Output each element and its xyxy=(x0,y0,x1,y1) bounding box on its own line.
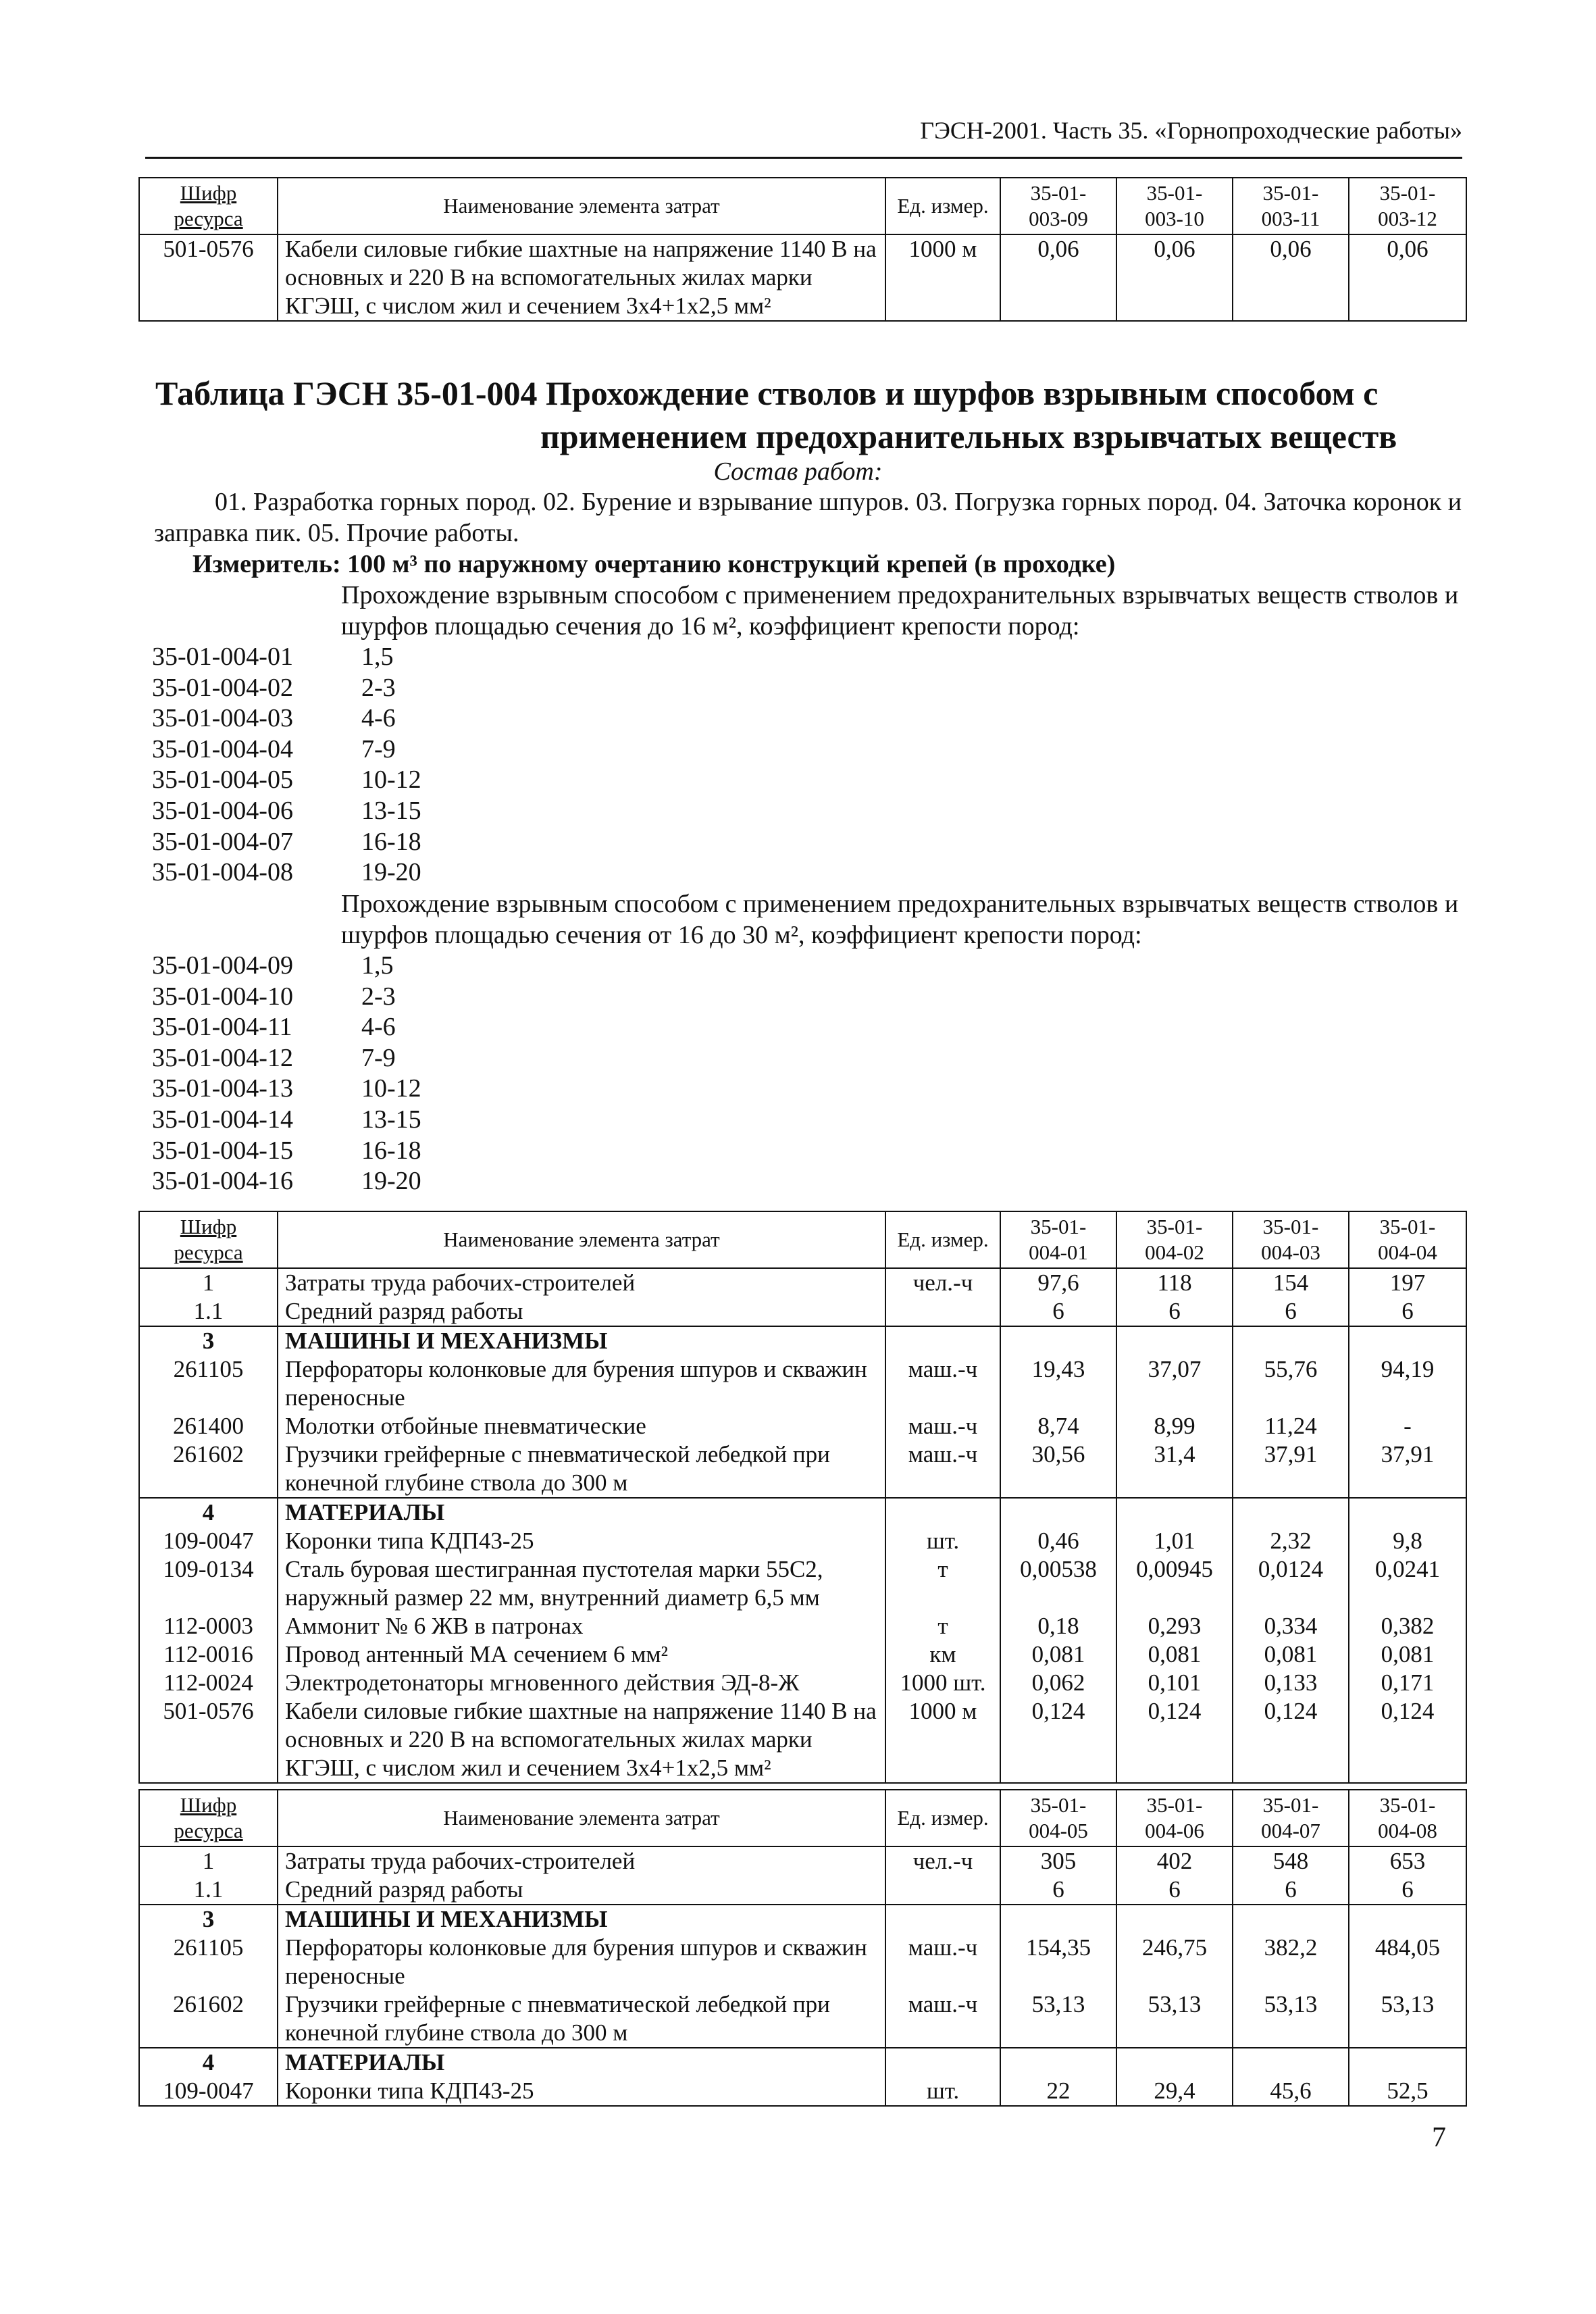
table-row xyxy=(139,1268,1466,1297)
hardness-coefficient: 7-9 xyxy=(361,734,396,763)
header-norm-4: 35-01- 003-12 xyxy=(1349,178,1466,234)
cost-element-name: МАТЕРИАЛЫ xyxy=(278,1498,885,1527)
code-list-item xyxy=(152,734,421,765)
norm-value: 0,171 xyxy=(1349,1669,1466,1697)
norm-value xyxy=(1000,1498,1116,1527)
unit xyxy=(885,1297,1000,1326)
header-norm-2: 35-01- 003-10 xyxy=(1116,178,1233,234)
norm-value: 97,6 xyxy=(1000,1268,1116,1297)
header-unit: Ед. измер. xyxy=(885,1790,1000,1846)
norm-value: 8,99 xyxy=(1116,1412,1233,1440)
norm-value: 0,334 xyxy=(1233,1612,1349,1640)
norm-value xyxy=(1116,2048,1233,2077)
norm-value: 6 xyxy=(1116,1876,1233,1905)
table-row xyxy=(139,1498,1466,1527)
resource-code: 261105 xyxy=(139,1934,278,1990)
cost-element-name: Молотки отбойные пневматические xyxy=(278,1412,885,1440)
norm-code: 35-01-004-04 xyxy=(152,734,293,763)
norm-value: 197 xyxy=(1349,1268,1466,1297)
cost-element-name: Коронки типа КДП43-25 xyxy=(278,2077,885,2106)
cost-element-name: Средний разряд работы xyxy=(278,1876,885,1905)
header-norm-3: 35-01- 004-03 xyxy=(1233,1211,1349,1268)
unit: маш.-ч xyxy=(885,1990,1000,2048)
norm-value: 11,24 xyxy=(1233,1412,1349,1440)
cost-element-name: Электродетонаторы мгновенного действия ЭД-8-Ж xyxy=(278,1669,885,1697)
hardness-coefficient: 4-6 xyxy=(361,704,396,733)
unit: т xyxy=(885,1612,1000,1640)
code-list-item xyxy=(152,857,421,888)
norm-code: 35-01-004-12 xyxy=(152,1043,293,1072)
cost-element-name: Коронки типа КДП43-25 xyxy=(278,1527,885,1555)
norm-value: 653 xyxy=(1349,1846,1466,1876)
norm-value: 0,133 xyxy=(1233,1669,1349,1697)
table-header-row xyxy=(139,178,1466,234)
header-code xyxy=(139,178,278,234)
norm-value: 0,382 xyxy=(1349,1612,1466,1640)
norm-value: 0,0124 xyxy=(1233,1555,1349,1612)
norm-value: 154,35 xyxy=(1000,1934,1116,1990)
cost-element-name: Грузчики грейферные с пневматической лебедкой при конечной глубине ствола до 300 м xyxy=(278,1990,885,2048)
group2-code-list xyxy=(152,951,421,1197)
code-list-item xyxy=(152,796,421,827)
norm-value: 484,05 xyxy=(1349,1934,1466,1990)
hardness-coefficient: 10-12 xyxy=(361,1074,421,1103)
cost-table-2 xyxy=(138,1789,1467,2107)
hardness-coefficient: 16-18 xyxy=(361,827,421,856)
norm-value: 6 xyxy=(1000,1876,1116,1905)
code-list-item xyxy=(152,1043,421,1074)
unit xyxy=(885,1876,1000,1905)
norm-value xyxy=(1116,1498,1233,1527)
table-row xyxy=(139,1905,1466,1934)
hardness-coefficient: 16-18 xyxy=(361,1136,421,1165)
composition-text: 01. Разработка горных пород. 02. Бурение и взрывание шпуров. 03. Погрузка горных пород. 04. Заточка коронок и заправка пик. 05. Прочие работы. xyxy=(154,488,1462,547)
norm-value: 94,19 xyxy=(1349,1355,1466,1412)
section-title-line-1: Таблица ГЭСН 35-01-004 Прохождение стволов и шурфов взрывным способом с xyxy=(155,374,1379,412)
unit: маш.-ч xyxy=(885,1412,1000,1440)
norm-value: 6 xyxy=(1349,1876,1466,1905)
header-norm-3: 35-01- 004-07 xyxy=(1233,1790,1349,1846)
norm-value: 45,6 xyxy=(1233,2077,1349,2106)
norm-value xyxy=(1000,2048,1116,2077)
norm-value: 53,13 xyxy=(1116,1990,1233,2048)
norm-value: 118 xyxy=(1116,1268,1233,1297)
norm-value: 31,4 xyxy=(1116,1440,1233,1498)
norm-value: 53,13 xyxy=(1233,1990,1349,2048)
norm-code: 35-01-004-01 xyxy=(152,643,293,671)
hardness-coefficient: 1,5 xyxy=(361,951,394,980)
norm-code: 35-01-004-05 xyxy=(152,765,293,795)
norm-value: 53,13 xyxy=(1000,1990,1116,2048)
running-title: ГЭСН-2001. Часть 35. «Горнопроходческие работы» xyxy=(920,117,1462,144)
norm-value: 1,01 xyxy=(1116,1527,1233,1555)
resource-code: 112-0003 xyxy=(139,1612,278,1640)
table-row xyxy=(139,1990,1466,2048)
table-row xyxy=(139,1697,1466,1783)
norm-value: 0,0241 xyxy=(1349,1555,1466,1612)
resource-code: 109-0047 xyxy=(139,1527,278,1555)
norm-value xyxy=(1233,1905,1349,1934)
section-title xyxy=(155,372,1466,458)
cost-element-name: Кабели силовые гибкие шахтные на напряжение 1140 В на основных и 220 В на вспомогательных жилах марки КГЭШ, с числом жил и сечением 3х4+1х2,5 мм² xyxy=(278,1697,885,1783)
unit: маш.-ч xyxy=(885,1934,1000,1990)
table-row xyxy=(139,1297,1466,1326)
norm-value: 0,124 xyxy=(1233,1697,1349,1783)
norm-value: 548 xyxy=(1233,1846,1349,1876)
norm-value: 0,062 xyxy=(1000,1669,1116,1697)
norm-code: 35-01-004-02 xyxy=(152,673,293,702)
norm-value xyxy=(1233,1326,1349,1355)
table-row xyxy=(139,1640,1466,1669)
code-list-item xyxy=(152,1074,421,1105)
norm-code: 35-01-004-15 xyxy=(152,1136,293,1165)
norm-code: 35-01-004-14 xyxy=(152,1105,293,1134)
resource-code: 261602 xyxy=(139,1440,278,1498)
table-row xyxy=(139,1355,1466,1412)
resource-code: 3 xyxy=(139,1905,278,1934)
norm-value: 0,00538 xyxy=(1000,1555,1116,1612)
unit: км xyxy=(885,1640,1000,1669)
norm-code: 35-01-004-16 xyxy=(152,1167,293,1196)
page-number: 7 xyxy=(1432,2122,1446,2153)
header-name: Наименование элемента затрат xyxy=(278,1790,885,1846)
norm-code: 35-01-004-13 xyxy=(152,1074,293,1103)
hardness-coefficient: 19-20 xyxy=(361,858,421,887)
table-row xyxy=(139,1934,1466,1990)
code-list-item xyxy=(152,1012,421,1043)
norm-value: 0,101 xyxy=(1116,1669,1233,1697)
norm-value: 0,00945 xyxy=(1116,1555,1233,1612)
norm-value: 0,46 xyxy=(1000,1527,1116,1555)
group2-description: Прохождение взрывным способом с применением предохранительных взрывчатых веществ стволов и шурфов площадью сечения от 16 до 30 м², коэффициент крепости пород: xyxy=(341,890,1459,949)
group1-description: Прохождение взрывным способом с применением предохранительных взрывчатых веществ стволов и шурфов площадью сечения до 16 м², коэффициент крепости пород: xyxy=(341,581,1459,640)
resource-code: 1.1 xyxy=(139,1297,278,1326)
norm-code: 35-01-004-07 xyxy=(152,827,293,856)
norm-value xyxy=(1349,1905,1466,1934)
header-norm-2: 35-01- 004-02 xyxy=(1116,1211,1233,1268)
norm-value: 0,124 xyxy=(1116,1697,1233,1783)
section-title-line-2: применением предохранительных взрывчатых веществ xyxy=(540,418,1397,455)
header-norm-2: 35-01- 004-06 xyxy=(1116,1790,1233,1846)
norm-value: 53,13 xyxy=(1349,1990,1466,2048)
unit: чел.-ч xyxy=(885,1846,1000,1876)
cost-element-name: Сталь буровая шестигранная пустотелая марки 55С2, наружный размер 22 мм, внутренний диаметр 6,5 мм xyxy=(278,1555,885,1612)
norm-value xyxy=(1349,2048,1466,2077)
code-list-item xyxy=(152,1166,421,1197)
cost-element-name: Затраты труда рабочих-строителей xyxy=(278,1268,885,1297)
resource-code: 261105 xyxy=(139,1355,278,1412)
resource-code: 261400 xyxy=(139,1412,278,1440)
norm-value: 154 xyxy=(1233,1268,1349,1297)
norm-code: 35-01-004-08 xyxy=(152,858,293,887)
unit: 1000 м xyxy=(885,1697,1000,1783)
norm-code: 35-01-004-06 xyxy=(152,796,293,825)
hardness-coefficient: 13-15 xyxy=(361,796,421,825)
table-row xyxy=(139,1527,1466,1555)
cost-element-name: МАШИНЫ И МЕХАНИЗМЫ xyxy=(278,1905,885,1934)
norm-value xyxy=(1116,1326,1233,1355)
resource-code: 4 xyxy=(139,1498,278,1527)
norm-value xyxy=(1349,1498,1466,1527)
header-name: Наименование элемента затрат xyxy=(278,1211,885,1268)
code-list-item xyxy=(152,765,421,796)
norm-value xyxy=(1000,1326,1116,1355)
unit: 1000 шт. xyxy=(885,1669,1000,1697)
hardness-coefficient: 2-3 xyxy=(361,982,396,1011)
resource-code: 112-0016 xyxy=(139,1640,278,1669)
norm-value: 30,56 xyxy=(1000,1440,1116,1498)
header-unit: Ед. измер. xyxy=(885,1211,1000,1268)
hardness-coefficient: 7-9 xyxy=(361,1043,396,1072)
unit xyxy=(885,1905,1000,1934)
norm-value: 0,18 xyxy=(1000,1612,1116,1640)
unit: маш.-ч xyxy=(885,1355,1000,1412)
header-code xyxy=(139,1790,278,1846)
code-list-item xyxy=(152,951,421,982)
unit: т xyxy=(885,1555,1000,1612)
norm-value: 402 xyxy=(1116,1846,1233,1876)
norm-value: 6 xyxy=(1000,1297,1116,1326)
code-list-item xyxy=(152,1136,421,1167)
table-header-row xyxy=(139,1790,1466,1846)
norm-value: 52,5 xyxy=(1349,2077,1466,2106)
table-row xyxy=(139,2077,1466,2106)
cost-element-name: Перфораторы колонковые для бурения шпуров и скважин переносные xyxy=(278,1355,885,1412)
cost-element-name: Грузчики грейферные с пневматической лебедкой при конечной глубине ствола до 300 м xyxy=(278,1440,885,1498)
composition-title: Состав работ: xyxy=(713,457,883,486)
header-norm-1: 35-01- 004-01 xyxy=(1000,1211,1116,1268)
header-code-label: Шифр ресурса xyxy=(174,1793,243,1842)
table-row xyxy=(139,1612,1466,1640)
norm-value: 382,2 xyxy=(1233,1934,1349,1990)
norm-value: 37,91 xyxy=(1233,1440,1349,1498)
norm-value: 6 xyxy=(1233,1297,1349,1326)
resource-code: 3 xyxy=(139,1326,278,1355)
unit: шт. xyxy=(885,2077,1000,2106)
header-norm-1: 35-01- 003-09 xyxy=(1000,178,1116,234)
norm-value: 0,081 xyxy=(1116,1640,1233,1669)
cost-element-name: Аммонит № 6 ЖВ в патронах xyxy=(278,1612,885,1640)
norm-value: 6 xyxy=(1349,1297,1466,1326)
table-row xyxy=(139,1412,1466,1440)
code-list-item xyxy=(152,827,421,858)
norm-value: 22 xyxy=(1000,2077,1116,2106)
norm-value: 0,06 xyxy=(1349,234,1466,321)
norm-value: 19,43 xyxy=(1000,1355,1116,1412)
table-row xyxy=(139,1669,1466,1697)
norm-value xyxy=(1116,1905,1233,1934)
resource-code: 1.1 xyxy=(139,1876,278,1905)
cost-element-name: Перфораторы колонковые для бурения шпуров и скважин переносные xyxy=(278,1934,885,1990)
norm-value: 0,06 xyxy=(1116,234,1233,321)
norm-code: 35-01-004-03 xyxy=(152,704,293,733)
cost-table-continuation xyxy=(138,177,1467,322)
norm-value: 37,91 xyxy=(1349,1440,1466,1498)
norm-value: 305 xyxy=(1000,1846,1116,1876)
hardness-coefficient: 13-15 xyxy=(361,1105,421,1134)
hardness-coefficient: 19-20 xyxy=(361,1167,421,1196)
code-list-item xyxy=(152,982,421,1013)
unit: шт. xyxy=(885,1527,1000,1555)
table-row xyxy=(139,234,1466,321)
header-unit: Ед. измер. xyxy=(885,178,1000,234)
norm-value: 8,74 xyxy=(1000,1412,1116,1440)
cost-table-1 xyxy=(138,1211,1467,1784)
table-row xyxy=(139,1876,1466,1905)
cost-element-name: МАТЕРИАЛЫ xyxy=(278,2048,885,2077)
table-row xyxy=(139,2048,1466,2077)
header-code-label: Шифр ресурса xyxy=(174,1215,243,1264)
resource-code: 109-0047 xyxy=(139,2077,278,2106)
table-row xyxy=(139,1846,1466,1876)
cost-element-name: МАШИНЫ И МЕХАНИЗМЫ xyxy=(278,1326,885,1355)
resource-code: 109-0134 xyxy=(139,1555,278,1612)
norm-value: 0,06 xyxy=(1000,234,1116,321)
measure-unit: Измеритель: 100 м³ по наружному очертанию конструкций крепей (в проходке) xyxy=(192,550,1116,578)
code-list-item xyxy=(152,1105,421,1136)
norm-value: 9,8 xyxy=(1349,1527,1466,1555)
norm-value: 55,76 xyxy=(1233,1355,1349,1412)
hardness-coefficient: 10-12 xyxy=(361,765,421,795)
cost-element-name: Кабели силовые гибкие шахтные на напряжение 1140 В на основных и 220 В на вспомогательных жилах марки КГЭШ, с числом жил и сечением 3х4+1х2,5 мм² xyxy=(278,234,885,321)
cost-element-name: Провод антенный МА сечением 6 мм² xyxy=(278,1640,885,1669)
code-list-item xyxy=(152,642,421,673)
unit: 1000 м xyxy=(885,234,1000,321)
norm-value: 37,07 xyxy=(1116,1355,1233,1412)
norm-value: 0,124 xyxy=(1000,1697,1116,1783)
norm-value: 0,124 xyxy=(1349,1697,1466,1783)
header-norm-3: 35-01- 003-11 xyxy=(1233,178,1349,234)
norm-value xyxy=(1233,1498,1349,1527)
norm-value: 6 xyxy=(1116,1297,1233,1326)
header-code xyxy=(139,1211,278,1268)
table-row xyxy=(139,1326,1466,1355)
resource-code: 1 xyxy=(139,1846,278,1876)
norm-code: 35-01-004-10 xyxy=(152,982,293,1011)
group1-code-list xyxy=(152,642,421,888)
code-list-item xyxy=(152,703,421,734)
header-norm-4: 35-01- 004-04 xyxy=(1349,1211,1466,1268)
norm-value: 246,75 xyxy=(1116,1934,1233,1990)
norm-value: 6 xyxy=(1233,1876,1349,1905)
norm-value: - xyxy=(1349,1412,1466,1440)
resource-code: 4 xyxy=(139,2048,278,2077)
unit: маш.-ч xyxy=(885,1440,1000,1498)
norm-value: 0,081 xyxy=(1000,1640,1116,1669)
norm-value: 29,4 xyxy=(1116,2077,1233,2106)
hardness-coefficient: 1,5 xyxy=(361,643,394,671)
header-norm-1: 35-01- 004-05 xyxy=(1000,1790,1116,1846)
table-row xyxy=(139,1555,1466,1612)
norm-value: 2,32 xyxy=(1233,1527,1349,1555)
norm-value: 0,06 xyxy=(1233,234,1349,321)
code-list-item xyxy=(152,673,421,704)
hardness-coefficient: 4-6 xyxy=(361,1013,396,1042)
norm-value: 0,081 xyxy=(1233,1640,1349,1669)
resource-code: 261602 xyxy=(139,1990,278,2048)
table-row xyxy=(139,1440,1466,1498)
resource-code: 1 xyxy=(139,1268,278,1297)
unit xyxy=(885,1326,1000,1355)
header-norm-4: 35-01- 004-08 xyxy=(1349,1790,1466,1846)
resource-code: 501-0576 xyxy=(139,234,278,321)
norm-code: 35-01-004-09 xyxy=(152,951,293,980)
norm-value: 0,081 xyxy=(1349,1640,1466,1669)
header-name: Наименование элемента затрат xyxy=(278,178,885,234)
unit xyxy=(885,1498,1000,1527)
header-code-label: Шифр ресурса xyxy=(174,181,243,230)
unit xyxy=(885,2048,1000,2077)
norm-code: 35-01-004-11 xyxy=(152,1013,292,1042)
resource-code: 501-0576 xyxy=(139,1697,278,1783)
table-header-row xyxy=(139,1211,1466,1268)
unit: чел.-ч xyxy=(885,1268,1000,1297)
norm-value: 0,293 xyxy=(1116,1612,1233,1640)
cost-element-name: Средний разряд работы xyxy=(278,1297,885,1326)
norm-value xyxy=(1000,1905,1116,1934)
norm-value xyxy=(1349,1326,1466,1355)
norm-value xyxy=(1233,2048,1349,2077)
resource-code: 112-0024 xyxy=(139,1669,278,1697)
running-header xyxy=(145,114,1462,159)
hardness-coefficient: 2-3 xyxy=(361,673,396,702)
cost-element-name: Затраты труда рабочих-строителей xyxy=(278,1846,885,1876)
